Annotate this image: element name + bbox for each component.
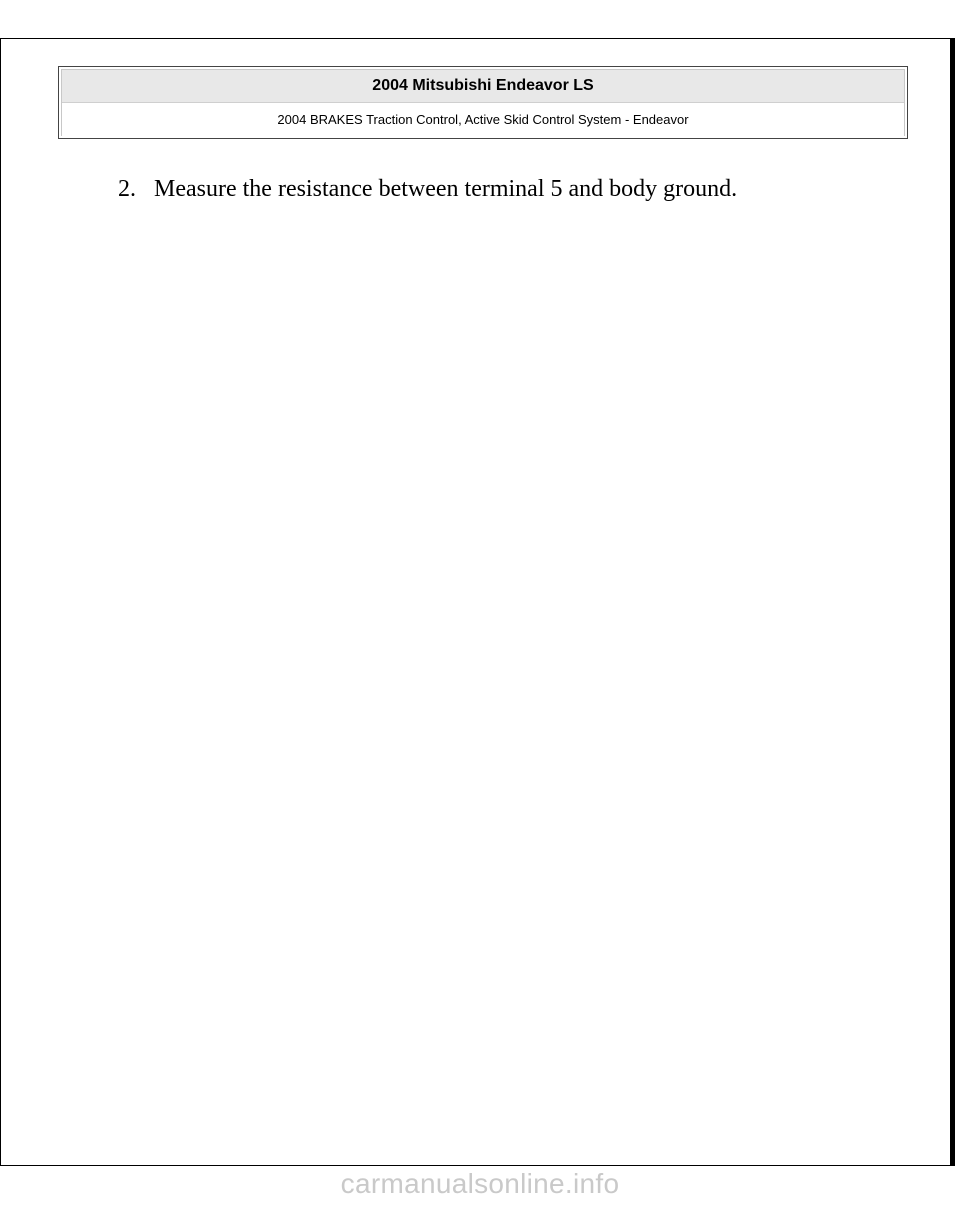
header-table: [61, 69, 905, 136]
step-text: Measure the resistance between terminal 5 and body ground.: [154, 176, 738, 202]
header-title-row: [62, 70, 904, 103]
document-subtitle: 2004 BRAKES Traction Control, Active Skid Control System - Endeavor: [277, 112, 689, 127]
page-frame: [0, 38, 955, 1166]
watermark: carmanualsonline.info: [340, 1168, 620, 1199]
document-title: 2004 Mitsubishi Endeavor LS: [372, 77, 594, 94]
procedure-step: [118, 176, 737, 203]
step-number: 2.: [118, 176, 136, 202]
header-subtitle-row: [62, 103, 904, 136]
document-header: [58, 66, 908, 139]
